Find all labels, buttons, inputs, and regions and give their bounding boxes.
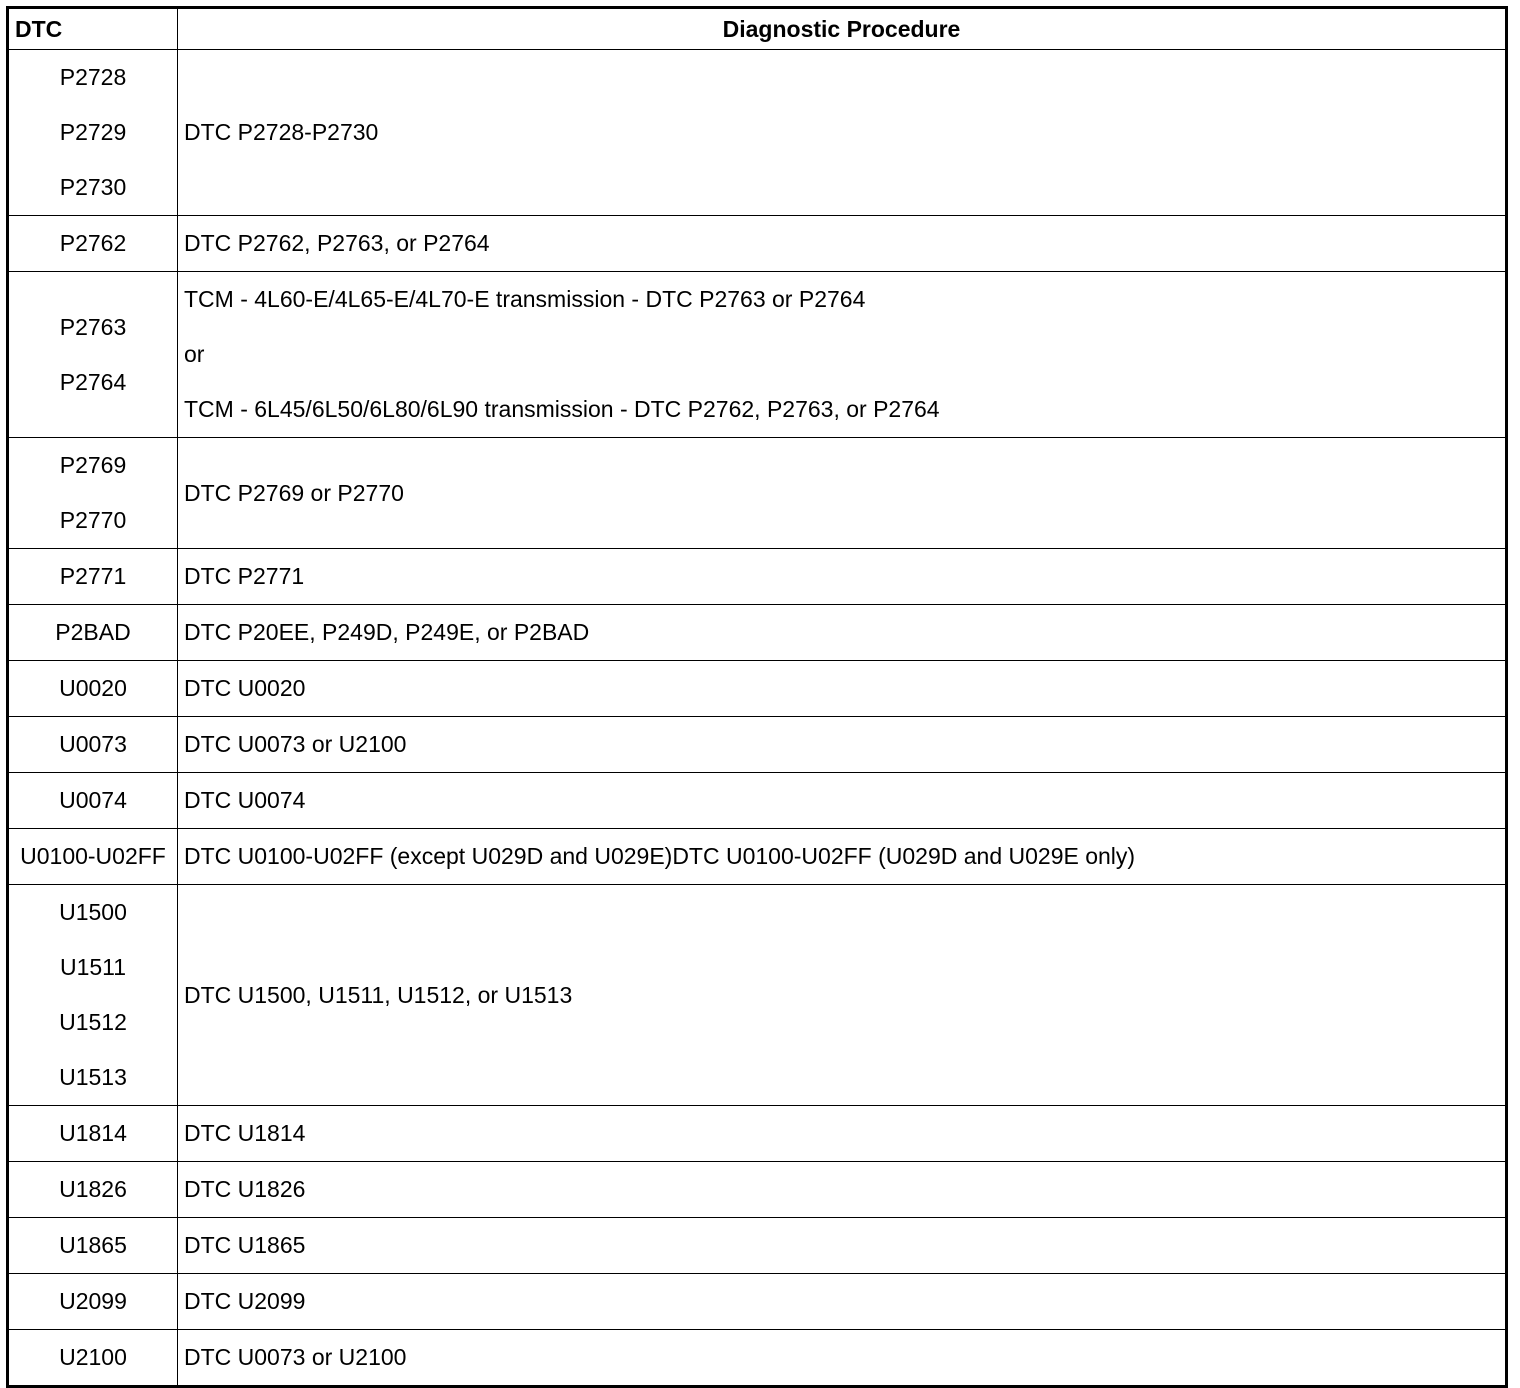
procedure-text: TCM - 6L45/6L50/6L80/6L90 transmission - DTC P2762, P2763, or P2764 [184, 396, 940, 422]
diagnostic-procedure-cell [178, 605, 1507, 661]
diagnostic-procedure-cell [178, 717, 1507, 773]
diagnostic-procedure-cell [178, 438, 1507, 549]
dtc-code: P2728 [59, 64, 127, 90]
diagnostic-procedure-cell [178, 1106, 1507, 1162]
dtc-code: U0020 [59, 675, 127, 701]
diagnostic-procedure-cell [178, 1162, 1507, 1218]
table-body [8, 50, 1507, 1387]
procedure-text: DTC U0020 [184, 675, 306, 701]
dtc-code: U0073 [59, 731, 127, 757]
procedure-text: DTC U1500, U1511, U1512, or U1513 [184, 981, 573, 1008]
dtc-code: P2729 [59, 119, 127, 145]
table-row [8, 549, 1507, 605]
dtc-code: P2764 [59, 368, 127, 395]
dtc-code: P2769 [59, 452, 127, 478]
dtc-code-cell [8, 717, 178, 773]
procedure-text: DTC U0074 [184, 787, 306, 813]
diagnostic-procedure-cell [178, 549, 1507, 605]
diagnostic-procedure-cell [178, 50, 1507, 216]
table-row [8, 1106, 1507, 1162]
dtc-code-cell [8, 1274, 178, 1330]
dtc-code-cell [8, 1106, 178, 1162]
table-row [8, 272, 1507, 438]
diagnostic-procedure-cell [178, 216, 1507, 272]
table-row [8, 50, 1507, 216]
dtc-code-cell [8, 50, 178, 216]
diagnostic-procedure-cell [178, 885, 1507, 1106]
diagnostic-procedure-cell [178, 773, 1507, 829]
procedure-text: DTC P2769 or P2770 [184, 479, 404, 506]
procedure-text: DTC U2099 [184, 1288, 306, 1314]
table-row [8, 1218, 1507, 1274]
procedure-text: DTC P20EE, P249D, P249E, or P2BAD [184, 619, 590, 645]
dtc-code-cell [8, 605, 178, 661]
procedure-text: DTC P2728-P2730 [184, 119, 379, 145]
procedure-column-header: Diagnostic Procedure [178, 8, 1507, 50]
table-row [8, 1330, 1507, 1387]
dtc-code-cell [8, 438, 178, 549]
dtc-code: U1500 [59, 899, 127, 925]
dtc-code-cell [8, 1162, 178, 1218]
dtc-code: P2BAD [55, 619, 131, 645]
dtc-code: U2099 [59, 1288, 127, 1314]
dtc-code-cell [8, 661, 178, 717]
dtc-code: P2762 [59, 230, 127, 256]
table-row [8, 216, 1507, 272]
dtc-code: U1512 [59, 1009, 127, 1035]
diagnostic-procedure-cell [178, 1330, 1507, 1387]
procedure-text: DTC U1826 [184, 1176, 306, 1202]
table-row [8, 717, 1507, 773]
diagnostic-procedure-cell [178, 661, 1507, 717]
procedure-text: DTC U0073 or U2100 [184, 731, 407, 757]
table-row [8, 661, 1507, 717]
table-row [8, 605, 1507, 661]
dtc-code-cell [8, 272, 178, 438]
dtc-code: U1513 [59, 1064, 127, 1090]
dtc-code: U1865 [59, 1232, 127, 1258]
dtc-code: P2730 [59, 174, 127, 200]
procedure-text: DTC P2771 [184, 563, 305, 589]
dtc-code-cell [8, 885, 178, 1106]
diagnostic-procedure-cell [178, 1218, 1507, 1274]
dtc-code-cell [8, 1218, 178, 1274]
dtc-code: P2763 [59, 313, 127, 340]
diagnostic-procedure-cell [178, 829, 1507, 885]
dtc-code-cell [8, 1330, 178, 1387]
dtc-code-cell [8, 829, 178, 885]
dtc-code: U1814 [59, 1120, 127, 1146]
dtc-code: U0074 [59, 787, 127, 813]
procedure-text: DTC U1865 [184, 1232, 306, 1258]
dtc-code: P2771 [59, 563, 127, 589]
procedure-text: DTC P2762, P2763, or P2764 [184, 230, 490, 256]
diagnostic-procedure-cell [178, 1274, 1507, 1330]
dtc-column-header: DTC [8, 8, 178, 50]
header-row [8, 8, 1507, 50]
procedure-text: or [184, 341, 205, 367]
table-row [8, 829, 1507, 885]
dtc-code: P2770 [59, 507, 127, 533]
dtc-code: U2100 [59, 1344, 127, 1370]
table-row [8, 773, 1507, 829]
table-row [8, 1162, 1507, 1218]
dtc-code: U0100-U02FF [20, 843, 166, 869]
procedure-text: TCM - 4L60-E/4L65-E/4L70-E transmission - DTC P2763 or P2764 [184, 286, 866, 312]
procedure-text: DTC U0073 or U2100 [184, 1344, 407, 1370]
dtc-code-cell [8, 216, 178, 272]
table-row [8, 1274, 1507, 1330]
dtc-table [6, 6, 1508, 1388]
dtc-code-cell [8, 773, 178, 829]
table-row [8, 885, 1507, 1106]
dtc-code: U1826 [59, 1176, 127, 1202]
dtc-code-cell [8, 549, 178, 605]
diagnostic-procedure-cell [178, 272, 1507, 438]
dtc-code: U1511 [59, 954, 127, 980]
procedure-text: DTC U1814 [184, 1120, 306, 1146]
table-row [8, 438, 1507, 549]
procedure-text: DTC U0100-U02FF (except U029D and U029E)DTC U0100-U02FF (U029D and U029E only) [184, 843, 1136, 869]
